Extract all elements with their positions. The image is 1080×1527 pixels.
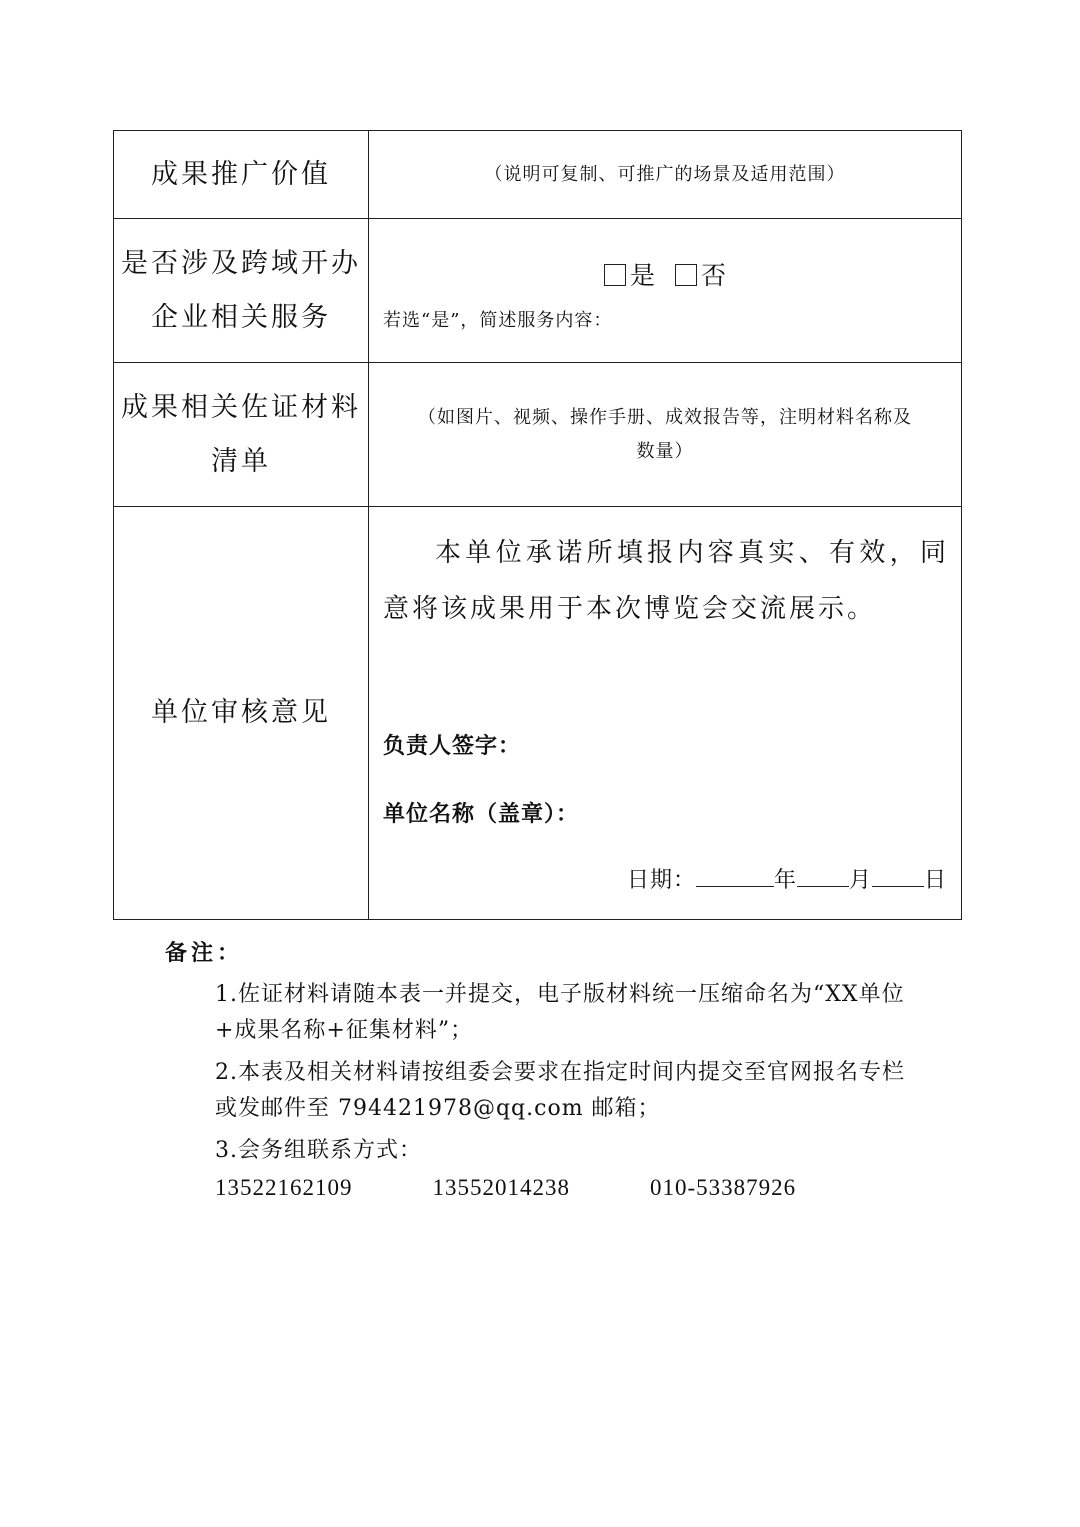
signature-line[interactable] [383, 729, 521, 760]
month-blank[interactable] [797, 866, 849, 887]
yes-checkbox[interactable] [604, 264, 626, 286]
cross-domain-service-field [369, 219, 962, 363]
label-line: 企业相关服务 [151, 301, 331, 333]
label-cross-domain-service [114, 219, 369, 363]
yes-label: 是 [630, 260, 656, 290]
promotion-value-hint: （说明可复制、可推广的场景及适用范围） [484, 163, 846, 185]
contact-phones [165, 1175, 925, 1201]
note-item [165, 1133, 925, 1169]
commitment-statement: 本单位承诺所填报内容真实、有效，同意将该成果用于本次博览会交流展示。 [383, 538, 949, 624]
yes-no-options [383, 256, 947, 292]
notes-title: 备注： [165, 940, 244, 966]
day-label: 日 [923, 868, 947, 893]
note-text: 3.会务组联系方式： [215, 1138, 422, 1163]
signature-label: 负责人签字： [383, 733, 522, 759]
label-line: 单位审核意见 [151, 697, 331, 728]
row-unit-review [114, 507, 962, 920]
year-blank[interactable] [696, 866, 774, 887]
unit-name-line[interactable] [383, 797, 579, 828]
label-evidence-materials [114, 363, 369, 507]
note-text: 1.佐证材料请随本表一并提交，电子版材料统一压缩命名为“XX单位+成果名称+征集材料”； [215, 982, 905, 1043]
label-line: 成果推广价值 [151, 158, 331, 190]
phone-number: 13522162109 [215, 1175, 353, 1200]
month-label: 月 [848, 868, 872, 893]
date-line [627, 863, 947, 894]
phone-number: 010-53387926 [650, 1175, 797, 1200]
label-promotion-value [114, 131, 369, 219]
application-form-table [113, 130, 962, 920]
no-checkbox[interactable] [675, 264, 697, 286]
no-label: 否 [700, 260, 726, 290]
year-label: 年 [773, 868, 797, 893]
note-item [165, 1055, 925, 1127]
note-text: 2.本表及相关材料请按组委会要求在指定时间内提交至官网报名专栏或发邮件至 794421978@qq.com 邮箱； [215, 1060, 905, 1121]
label-line: 清单 [211, 445, 271, 477]
phone-number: 13552014238 [432, 1175, 570, 1200]
label-unit-review [114, 507, 369, 920]
unit-name-label: 单位名称（盖章）： [383, 801, 580, 827]
evidence-hint-line: 数量） [636, 440, 694, 462]
yes-description-prompt: 若选“是”，简述服务内容： [383, 309, 613, 331]
evidence-materials-field[interactable] [369, 363, 962, 507]
notes-section [165, 930, 925, 1201]
note-item [165, 977, 925, 1049]
option-yes[interactable] [604, 261, 655, 290]
promotion-value-field[interactable] [369, 131, 962, 219]
option-no[interactable] [675, 261, 726, 290]
date-label: 日期： [626, 868, 696, 893]
label-line: 成果相关佐证材料 [121, 391, 361, 423]
row-promotion-value [114, 131, 962, 219]
label-line: 是否涉及跨域开办 [121, 247, 361, 279]
day-blank[interactable] [872, 866, 924, 887]
row-evidence-materials [114, 363, 962, 507]
row-cross-domain-service [114, 219, 962, 363]
unit-review-field [369, 507, 962, 920]
evidence-hint-line: （如图片、视频、操作手册、成效报告等，注明材料名称及 [418, 406, 912, 428]
